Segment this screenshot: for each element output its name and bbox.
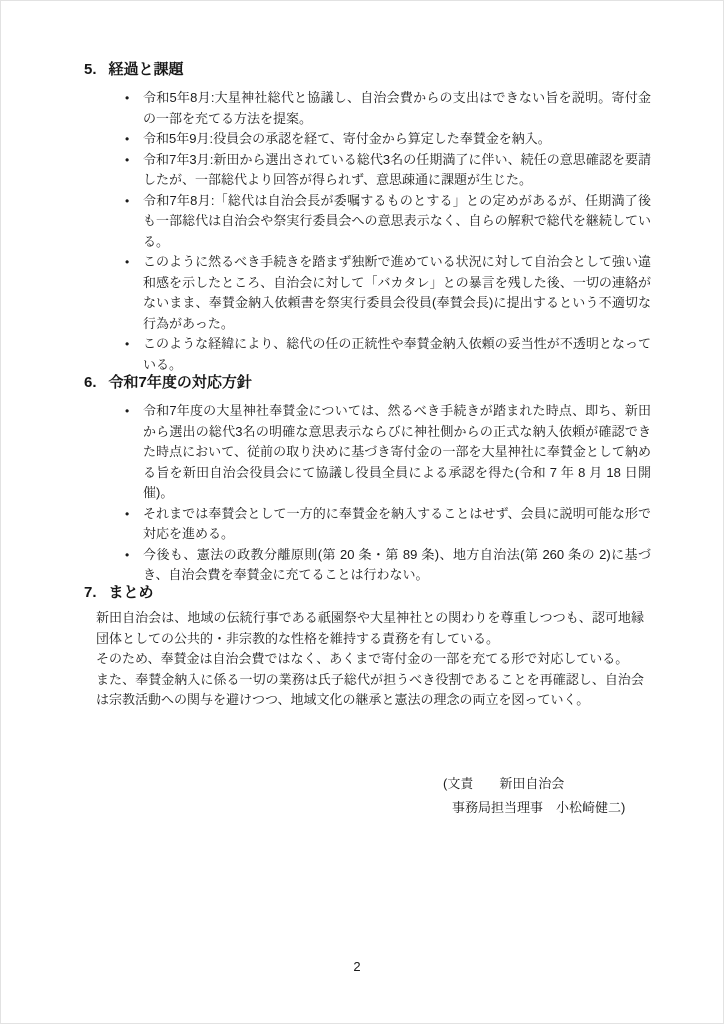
summary-paragraph: そのため、奉賛金は自治会費ではなく、あくまで寄付金の一部を充てる形で対応している。 — [96, 651, 629, 666]
page-number: 2 — [353, 959, 361, 974]
section-number: 5. — [84, 61, 97, 78]
bullet-text: 令和7年8月:「総代は自治会長が委嘱するものとする」との定めがあるが、任期満了後も一部総代は自治会や祭実行委員会への意思表示なく、自らの解釈で総代を継続している。 — [143, 192, 651, 249]
bullet-icon: • — [125, 91, 130, 105]
section-number: 7. — [84, 584, 97, 601]
bullet-text: 今後も、憲法の政教分離原則(第 20 条・第 89 条)、地方自治法(第 260 条の 2)に基づき、自治会費を奉賛金に充てることは行わない。 — [143, 546, 651, 582]
summary-paragraphs — [96, 608, 644, 711]
section-number: 6. — [84, 374, 97, 391]
summary-paragraph: また、奉賛金納入に係る一切の業務は氏子総代が担うべき役割であることを再確認し、自治会は宗教活動への関与を避けつつ、地域文化の継承と憲法の理念の両立を図っていく。 — [96, 671, 644, 707]
list-item — [123, 88, 651, 129]
list-item — [123, 504, 651, 545]
section-heading — [84, 375, 664, 391]
section-matome — [84, 585, 664, 711]
bullet-text: このように然るべき手続きを踏まず独断で進めている状況に対して自治会として強い違和感を示したところ、自治会に対して「バカタレ」との暴言を残した後、一切の連絡がないまま、奉賛金納入依頼書を祭実行委員会役員(奉賛会長)に提出するという不適切な行為があった。 — [143, 254, 651, 331]
bullet-icon: • — [125, 255, 130, 269]
section-title: まとめ — [108, 584, 154, 601]
bullet-text: 令和7年3月:新田から選出されている総代3名の任期満了に伴い、続任の意思確認を要請したが、一部総代より回答が得られず、意思疎通に課題が生じた。 — [143, 151, 651, 187]
bullet-icon: • — [125, 132, 130, 146]
section-keika-to-kadai — [84, 62, 664, 375]
list-item — [123, 191, 651, 253]
section-title: 経過と課題 — [108, 61, 184, 78]
summary-paragraph: 新田自治会は、地域の伝統行事である祇園祭や大星神社との関わりを尊重しつつも、認可地縁団体としての公共的・非宗教的な性格を維持する責務を有している。 — [96, 610, 644, 646]
bullet-icon: • — [125, 337, 130, 351]
bullet-icon: • — [125, 506, 130, 521]
signature-line: 事務局担当理事 小松崎健二) — [452, 800, 626, 815]
bullet-icon: • — [125, 193, 130, 208]
section-heading — [84, 585, 664, 601]
list-item — [123, 150, 651, 191]
bullet-text: 令和7年度の大星神社奉賛金については、然るべき手続きが踏まれた時点、即ち、新田から選出の総代3名の明確な意思表示ならびに神社側からの正式な納入依頼が確認できた時点において、従前の取り決めに基づき寄付金の一部を大星神社に奉賛金として納める旨を新田自治会役員会にて協議し役員全員による承認を得た(令和 7 年 8 月 18 日開催)。 — [143, 403, 651, 500]
list-item — [123, 129, 651, 150]
bullet-icon: • — [125, 404, 130, 418]
list-item — [123, 545, 651, 586]
bullet-icon: • — [125, 547, 130, 562]
bullet-text: それまでは奉賛会として一方的に奉賛金を納入することはせず、会員に説明可能な形で対応を進める。 — [143, 505, 651, 541]
section-title: 令和7年度の対応方針 — [108, 374, 252, 391]
list-item — [123, 401, 651, 504]
section-taio-hoshin — [84, 375, 664, 586]
section-heading — [84, 62, 664, 78]
signature-block — [443, 772, 625, 820]
list-item — [123, 334, 651, 375]
bullet-text: 令和5年8月:大星神社総代と協議し、自治会費からの支出はできない旨を説明。寄付金の一部を充てる方法を提案。 — [143, 90, 651, 126]
signature-line: (文責 新田自治会 — [443, 776, 565, 791]
bullet-list — [123, 88, 651, 375]
bullet-text: このような経緯により、総代の任の正統性や奉賛金納入依頼の妥当性が不透明となっている。 — [143, 336, 651, 372]
bullet-text: 令和5年9月:役員会の承認を経て、寄付金から算定した奉賛金を納入。 — [143, 131, 551, 146]
bullet-list — [123, 401, 651, 586]
list-item — [123, 252, 651, 334]
bullet-icon: • — [125, 152, 130, 167]
